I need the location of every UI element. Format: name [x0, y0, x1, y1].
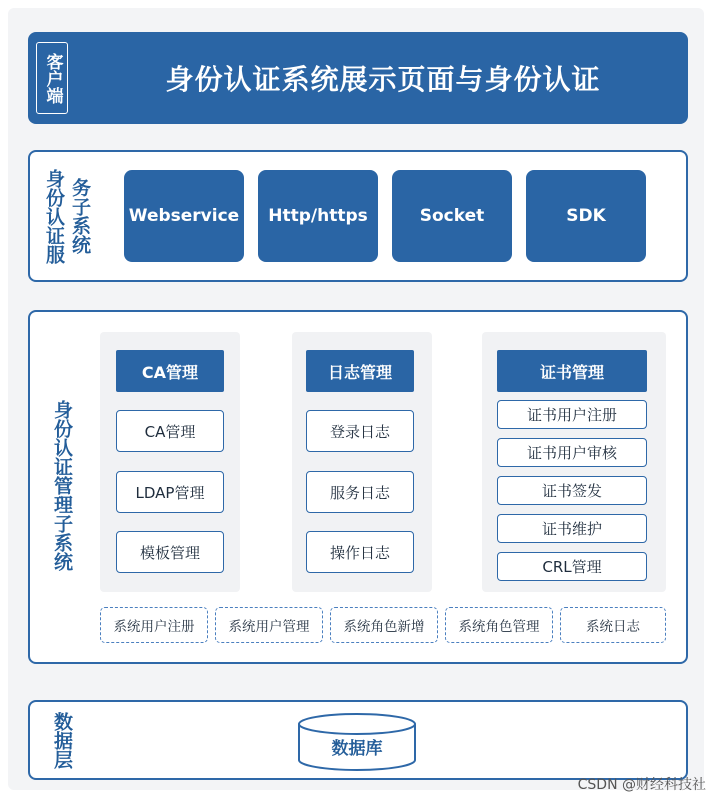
- service-layer-label-col1: 身份认证服: [43, 168, 65, 264]
- cert-item-maintain: 证书维护: [497, 514, 647, 543]
- log-item-service: 服务日志: [306, 471, 414, 513]
- service-layer-label-col2: 务子系统: [69, 178, 91, 254]
- service-sdk: SDK: [526, 170, 646, 262]
- cert-item-user-register: 证书用户注册: [497, 400, 647, 429]
- cert-item-crl-manage: CRL管理: [497, 552, 647, 581]
- system-user-manage: 系统用户管理: [215, 607, 323, 643]
- ca-item-template-manage: 模板管理: [116, 531, 224, 573]
- system-user-register: 系统用户注册: [100, 607, 208, 643]
- system-role-add: 系统角色新增: [330, 607, 438, 643]
- system-log: 系统日志: [560, 607, 666, 643]
- service-socket: Socket: [392, 170, 512, 262]
- database-label: 数据库: [331, 739, 383, 759]
- cert-item-issue: 证书签发: [497, 476, 647, 505]
- log-item-operation: 操作日志: [306, 531, 414, 573]
- ca-item-ca-manage: CA管理: [116, 410, 224, 452]
- client-layer-label: 客户端: [36, 42, 68, 114]
- service-http: Http/https: [258, 170, 378, 262]
- database-cylinder: [297, 712, 417, 772]
- watermark: CSDN @财经科技社: [577, 777, 706, 793]
- cert-item-user-audit: 证书用户审核: [497, 438, 647, 467]
- panel-ca-title: CA管理: [116, 350, 224, 392]
- service-webservice: Webservice: [124, 170, 244, 262]
- management-layer-label: 身份认证管理子系统: [51, 399, 73, 571]
- data-layer-label: 数据层: [51, 711, 73, 769]
- system-role-manage: 系统角色管理: [445, 607, 553, 643]
- panel-cert-title: 证书管理: [497, 350, 647, 392]
- client-layer-title: 身份认证系统展示页面与身份认证: [165, 63, 601, 96]
- client-layer: [28, 32, 688, 124]
- panel-log-title: 日志管理: [306, 350, 414, 392]
- ca-item-ldap-manage: LDAP管理: [116, 471, 224, 513]
- log-item-login: 登录日志: [306, 410, 414, 452]
